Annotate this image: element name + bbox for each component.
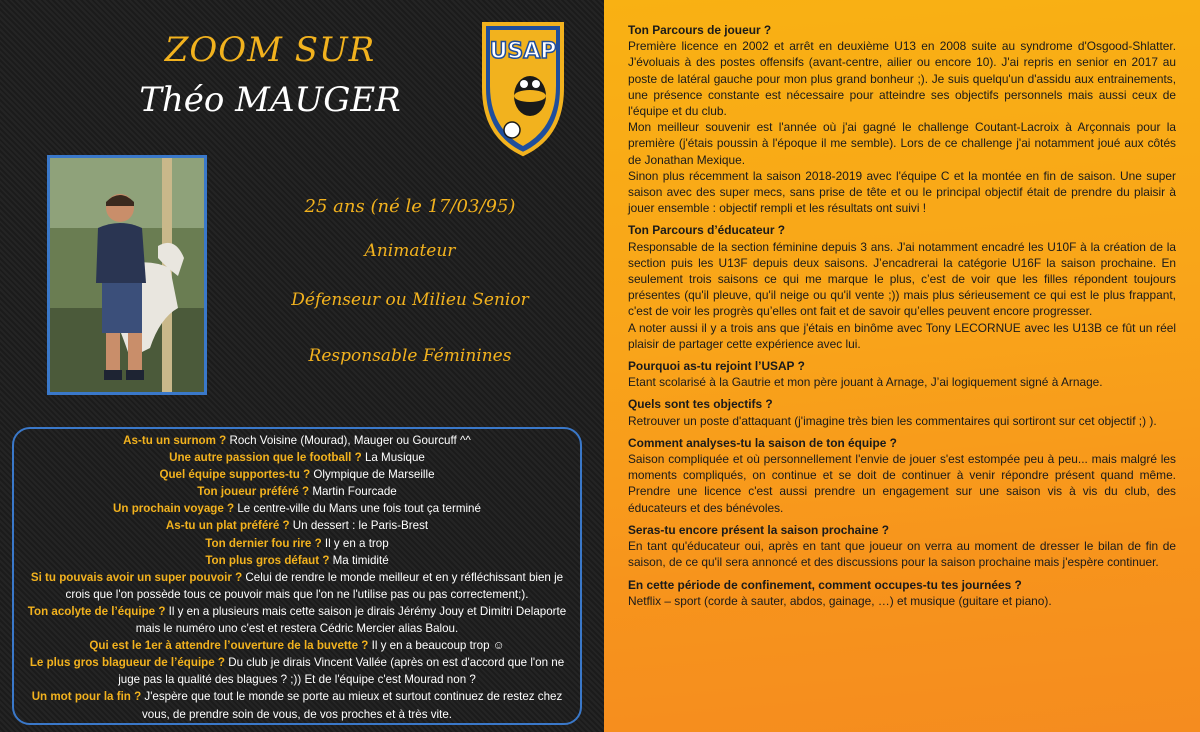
interview-text bbox=[628, 22, 1176, 615]
qa-item: As-tu un surnom ? Roch Voisine (Mourad), Mauger ou Gourcuff ^^ bbox=[123, 434, 471, 447]
player-name: Théo MAUGER bbox=[139, 80, 401, 120]
player-age: 25 ans (né le 17/03/95) bbox=[304, 196, 516, 217]
section-title: Comment analyses-tu la saison de ton équipe ? bbox=[628, 435, 897, 450]
section-paragraph: Saison compliquée et où personnellement l'envie de jouer s'est estompée peu à peu... mais malgré les moments compliqués, on continue et se doit de continuer à venir répondre présent quand même. Prendre une licence c'est aussi prendre un engagement sur une saison vis à vis du club, des éducateurs et des bénévoles. bbox=[628, 452, 1176, 515]
section-paragraph: Première licence en 2002 et arrêt en deuxième U13 en 2008 suite au syndrome d'Osgood-Shlatter. J'évoluais à des postes offensifs (avant-centre, ailier ou encore 10). J'ai repris en senior en 2017 au poste de latéral gauche pour mon plus grand bonheur ;). Je suis quelqu'un d'assidu aux entrainements, une présence constante est nécessaire pour atteindre ses objectifs personnels mais aussi ceux de l'équipe et du club. bbox=[628, 39, 1176, 119]
section-title: Seras-tu encore présent la saison prochaine ? bbox=[628, 522, 890, 537]
qa-item: Un mot pour la fin ? J'espère que tout le monde se porte au mieux et surtout continuez de restez chez vous, de prendre soin de vous, de vos proches et à très vite. bbox=[31, 690, 563, 721]
section-coach-career bbox=[628, 222, 1176, 352]
player-job: Animateur bbox=[364, 241, 456, 261]
section-objectives bbox=[628, 396, 1176, 428]
qa-item: Un prochain voyage ? Le centre-ville du Mans une fois tout ça terminé bbox=[113, 502, 481, 516]
qa-item: Si tu pouvais avoir un super pouvoir ? Celui de rendre le monde meilleur et en y réfléchissant bien je crois que l'on possède tous ce pouvoir mais que l'on ne l'utilise pas ou pas correctement;). bbox=[30, 570, 564, 601]
section-paragraph: Sinon plus récemment la saison 2018-2019 avec l'équipe C et la montée en fin de saison. Une super saison avec des super mecs, sans prise de tête et ou le principal objectif était de prendre du plaisir à jouer ensemble : objectif rempli et les résultats ont suivi ! bbox=[628, 168, 1176, 216]
qa-item: Ton acolyte de l’équipe ? Il y en a plusieurs mais cette saison je dirais Jérémy Jouy et Dimitri Delaporte mais le numéro uno c'est et restera Cédric Mercier alias Balou. bbox=[27, 604, 567, 636]
zoom-heading: ZOOM SUR bbox=[164, 30, 376, 70]
section-season-analysis bbox=[628, 435, 1176, 516]
carousel-photo-illustration bbox=[50, 158, 204, 392]
logo-text: USAP bbox=[489, 39, 557, 64]
qa-item: Ton dernier fou rire ? Il y en a trop bbox=[205, 536, 389, 550]
section-paragraph: Netflix – sport (corde à sauter, abdos, gainage, …) et musique (guitare et piano). bbox=[628, 593, 1052, 608]
section-title: Pourquoi as-tu rejoint l’USAP ? bbox=[628, 359, 805, 374]
section-paragraph: A noter aussi il y a trois ans que j'étais en binôme avec Tony LECORNUE avec les U13B ce fût un réel plaisir de partager cette expérience avec lui. bbox=[628, 320, 1176, 351]
usap-logo bbox=[478, 18, 568, 158]
section-title: Ton Parcours d’éducateur ? bbox=[628, 223, 786, 238]
qa-item: As-tu un plat préféré ? Un dessert : le Paris-Brest bbox=[165, 519, 429, 533]
section-why-usap bbox=[628, 358, 1176, 390]
section-paragraph: Retrouver un poste d'attaquant (j'imagine très bien les commentaires qui sortiront sur cet objectif ;) ). bbox=[628, 413, 1157, 428]
section-next-season bbox=[628, 522, 1176, 571]
section-confinement bbox=[628, 577, 1176, 609]
qa-item: Qui est le 1er à attendre l’ouverture de la buvette ? Il y en a beaucoup trop ☺ bbox=[89, 639, 505, 653]
player-position: Défenseur ou Milieu Senior bbox=[291, 290, 529, 310]
qa-item: Ton joueur préféré ? Martin Fourcade bbox=[197, 485, 397, 499]
qa-item: Une autre passion que le football ? La Musique bbox=[169, 451, 425, 465]
section-title: Ton Parcours de joueur ? bbox=[628, 23, 772, 37]
right-panel bbox=[604, 0, 1200, 732]
player-photo bbox=[47, 155, 207, 395]
section-player-career bbox=[628, 22, 1176, 216]
section-title: Quels sont tes objectifs ? bbox=[628, 397, 773, 412]
section-title: En cette période de confinement, comment occupes-tu tes journées ? bbox=[628, 577, 1022, 592]
section-paragraph: Etant scolarisé à la Gautrie et mon père jouant à Arnage, J’ai logiquement signé à Arnage. bbox=[628, 375, 1103, 390]
qa-item: Ton plus gros défaut ? Ma timidité bbox=[205, 553, 389, 567]
section-paragraph: Responsable de la section féminine depuis 3 ans. J'ai notamment encadré les U10F à la création de la section puis les U13F depuis deux saisons. J’encadrerai la catégorie U16F la saison prochaine. En seulement trois saisons ce qui me marque le plus, c’est de voir que les filles répondent toujours présentes (qu'il pleuve, qu'il neige ou qu'il vente ;)) mais plus sérieusement ce qui est le plus frappant, c'est de voir les progrès qu’elles ont fait et de savoir qu’elles peuvent encore progresser. bbox=[628, 239, 1176, 319]
section-paragraph: Mon meilleur souvenir est l'année où j'ai gagné le challenge Coutant-Lacroix à Arçonnais pour la première (j'étais poussin à l'époque il me semble). Lors de ce challenge j'ai notamment joué aux côtés de Jonathan Mexique. bbox=[628, 120, 1176, 167]
qa-item: Le plus gros blagueur de l’équipe ? Du club je dirais Vincent Vallée (après on est d'accord que l'on ne juge pas la qualité des blagues ? ;)) Et de l'équipe c'est Mourad non ? bbox=[29, 656, 565, 687]
player-role: Responsable Féminines bbox=[308, 346, 512, 366]
questions-box bbox=[12, 427, 582, 725]
section-paragraph: En tant qu'éducateur oui, après en tant que joueur on verra au moment de dresser le bilan de fin de saison, de ce qu'il sera annoncé et des discussions pour la saison prochaine mais j'espère continuer. bbox=[628, 539, 1176, 570]
qa-item: Quel équipe supportes-tu ? Olympique de Marseille bbox=[159, 468, 435, 482]
